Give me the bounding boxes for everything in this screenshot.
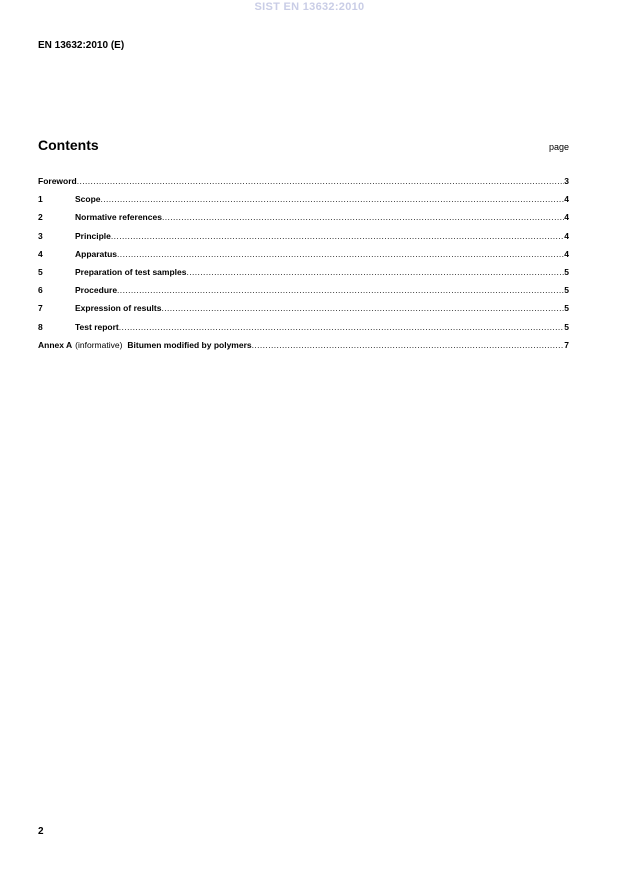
toc-entry-test-report[interactable] (38, 322, 569, 340)
toc-entry-title: Apparatus (75, 248, 118, 259)
toc-entry-number: 3 (38, 230, 43, 241)
toc-entry-title: Normative references (75, 212, 162, 223)
toc-entry-page: 5 (564, 266, 569, 277)
annex-label: Annex A (38, 339, 73, 350)
toc-entry-number: 7 (38, 303, 43, 314)
toc-entry-title: Procedure (75, 285, 118, 296)
toc-entry-number: 8 (38, 321, 43, 332)
page-column-label: page (548, 142, 569, 152)
toc-entry-number: 5 (38, 266, 43, 277)
toc-entry-title: Test report (75, 321, 119, 332)
document-id: EN 13632:2010 (E) (38, 40, 125, 51)
toc-leader-dots (117, 249, 564, 259)
toc-leader-dots (111, 231, 564, 241)
toc-entry-page: 5 (564, 303, 569, 314)
toc-leader-dots (252, 340, 565, 350)
toc-entry-page: 3 (564, 176, 569, 186)
toc-entry-number: 2 (38, 212, 43, 223)
toc-entry-page: 4 (564, 194, 569, 205)
toc-entry-expression-of-results[interactable] (38, 303, 569, 321)
toc-leader-dots (162, 212, 564, 222)
toc-entry-annex-a[interactable] (38, 340, 569, 358)
annex-title: Bitumen modified by polymers (127, 339, 252, 350)
toc-entry-apparatus[interactable] (38, 249, 569, 267)
watermark: SIST EN 13632:2010 (254, 1, 365, 13)
contents-title: Contents (38, 137, 99, 153)
toc-entry-page: 5 (564, 321, 569, 332)
toc-entry-number: 1 (38, 194, 43, 205)
toc-entry-foreword[interactable] (38, 176, 569, 194)
toc-leader-dots (186, 267, 564, 277)
toc-entry-number: 4 (38, 248, 43, 259)
page-number: 2 (38, 826, 44, 837)
toc-entry-normative-references[interactable] (38, 212, 569, 230)
toc-leader-dots (117, 285, 564, 295)
toc-entry-preparation-of-test-samples[interactable] (38, 267, 569, 285)
toc-leader-dots (77, 176, 565, 186)
toc-entry-page: 4 (564, 248, 569, 259)
table-of-contents (38, 176, 569, 358)
toc-entry-procedure[interactable] (38, 285, 569, 303)
toc-entry-page: 4 (564, 212, 569, 223)
toc-entry-title: Preparation of test samples (75, 266, 187, 277)
toc-entry-page: 7 (564, 339, 569, 350)
toc-leader-dots (161, 303, 564, 313)
toc-leader-dots (119, 322, 564, 332)
toc-entry-title: Foreword (38, 176, 77, 186)
toc-entry-page: 5 (564, 285, 569, 296)
toc-entry-scope[interactable] (38, 194, 569, 212)
toc-entry-title: Expression of results (75, 303, 162, 314)
toc-entry-principle[interactable] (38, 231, 569, 249)
toc-leader-dots (101, 194, 565, 204)
toc-entry-title: Scope (75, 194, 101, 205)
annex-type: (informative) (75, 339, 123, 350)
toc-entry-page: 4 (564, 230, 569, 241)
toc-entry-title: Principle (75, 230, 111, 241)
toc-entry-number: 6 (38, 285, 43, 296)
